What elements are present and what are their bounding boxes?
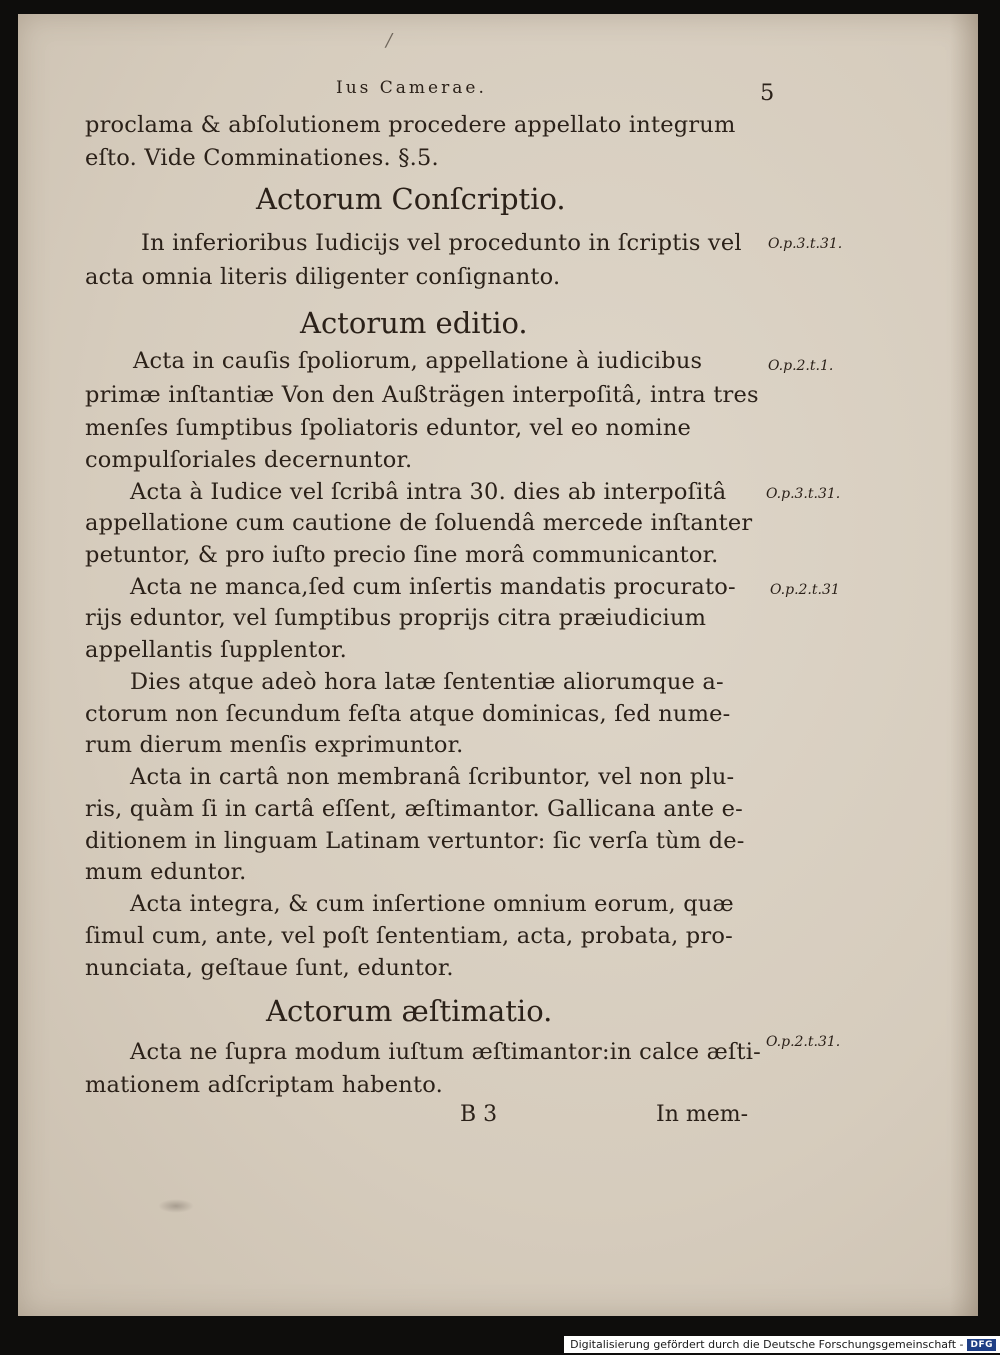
text-line: In inferioribus Iudicijs vel procedunto in ſcriptis vel (141, 230, 742, 256)
text-line: eſto. Vide Comminationes. §.5. (85, 145, 439, 171)
text-line: nunciata, geſtaue ſunt, eduntor. (85, 955, 454, 981)
pencil-mark: / (386, 30, 393, 51)
text-line: Acta integra, & cum inſertione omnium eorum, quæ (130, 891, 734, 917)
text-line: acta omnia literis diligenter conſignanto. (85, 264, 561, 290)
ink-smudge (158, 1199, 194, 1213)
digitization-credit: Digitalisierung gefördert durch die Deutsche Forschungsgemeinschaft - (570, 1338, 964, 1351)
text-line: menſes ſumptibus ſpoliatoris eduntor, vel eo nomine (85, 415, 692, 441)
text-line: ctorum non ſecundum feſta atque dominicas, ſed nume- (85, 701, 731, 727)
text-line: Acta à Iudice vel ſcribâ intra 30. dies ab interpoſitâ (130, 479, 727, 505)
text-line: Acta in cauſis ſpoliorum, appellatione à iudicibus (133, 348, 703, 374)
text-line: mationem adſcriptam habento. (85, 1072, 443, 1098)
text-line: Acta ne ſupra modum iuſtum æſtimantor:in calce æſti- (130, 1039, 761, 1065)
book-page (18, 14, 978, 1316)
text-line: ris, quàm ſi in cartâ eſſent, æſtimantor. Gallicana ante e- (85, 796, 743, 822)
text-line: compulſoriales decernuntor. (85, 447, 413, 473)
margin-note: O.p.2.t.31 (770, 582, 840, 598)
text-line: mum eduntor. (85, 859, 247, 885)
text-line: ſimul cum, ante, vel poſt ſententiam, acta, probata, pro- (85, 923, 733, 949)
text-line: proclama & abſolutionem procedere appellato integrum (85, 112, 736, 138)
margin-note: O.p.3.t.31. (766, 486, 841, 502)
margin-note: O.p.3.t.31. (768, 236, 843, 252)
text-line: rum dierum menſis exprimuntor. (85, 732, 464, 758)
margin-note: O.p.2.t.31. (766, 1034, 841, 1050)
signature-mark: B 3 (460, 1102, 498, 1127)
margin-note: O.p.2.t.1. (768, 358, 834, 374)
text-line: petuntor, & pro iuſto precio ſine morâ communicantor. (85, 542, 719, 568)
page-edge-shadow (950, 14, 978, 1316)
section-heading: Actorum æſtimatio. (266, 994, 553, 1028)
running-head: Ius Camerae. (336, 78, 487, 98)
page-number: 5 (760, 80, 775, 106)
text-line: appellantis ſupplentor. (85, 637, 348, 663)
text-line: Dies atque adeò hora latæ ſententiæ aliorumque a- (130, 669, 724, 695)
text-line: Acta ne manca,ſed cum inſertis mandatis procurato- (130, 574, 736, 600)
dfg-logo-icon: DFG (967, 1339, 996, 1351)
text-line: ditionem in linguam Latinam vertuntor: ſic verſa tùm de- (85, 828, 745, 854)
section-heading: Actorum Conſcriptio. (256, 182, 566, 216)
catchword: In mem- (656, 1102, 749, 1127)
text-line: primæ inſtantiæ Von den Außträgen interpoſitâ, intra tres (85, 382, 759, 408)
text-line: rijs eduntor, vel ſumptibus proprijs citra præiudicium (85, 605, 707, 631)
text-line: Acta in cartâ non membranâ ſcribuntor, vel non plu- (130, 764, 735, 790)
digitization-credit-bar (564, 1336, 1000, 1353)
text-line: appellatione cum cautione de ſoluendâ mercede inſtanter (85, 510, 753, 536)
section-heading: Actorum editio. (300, 306, 528, 340)
